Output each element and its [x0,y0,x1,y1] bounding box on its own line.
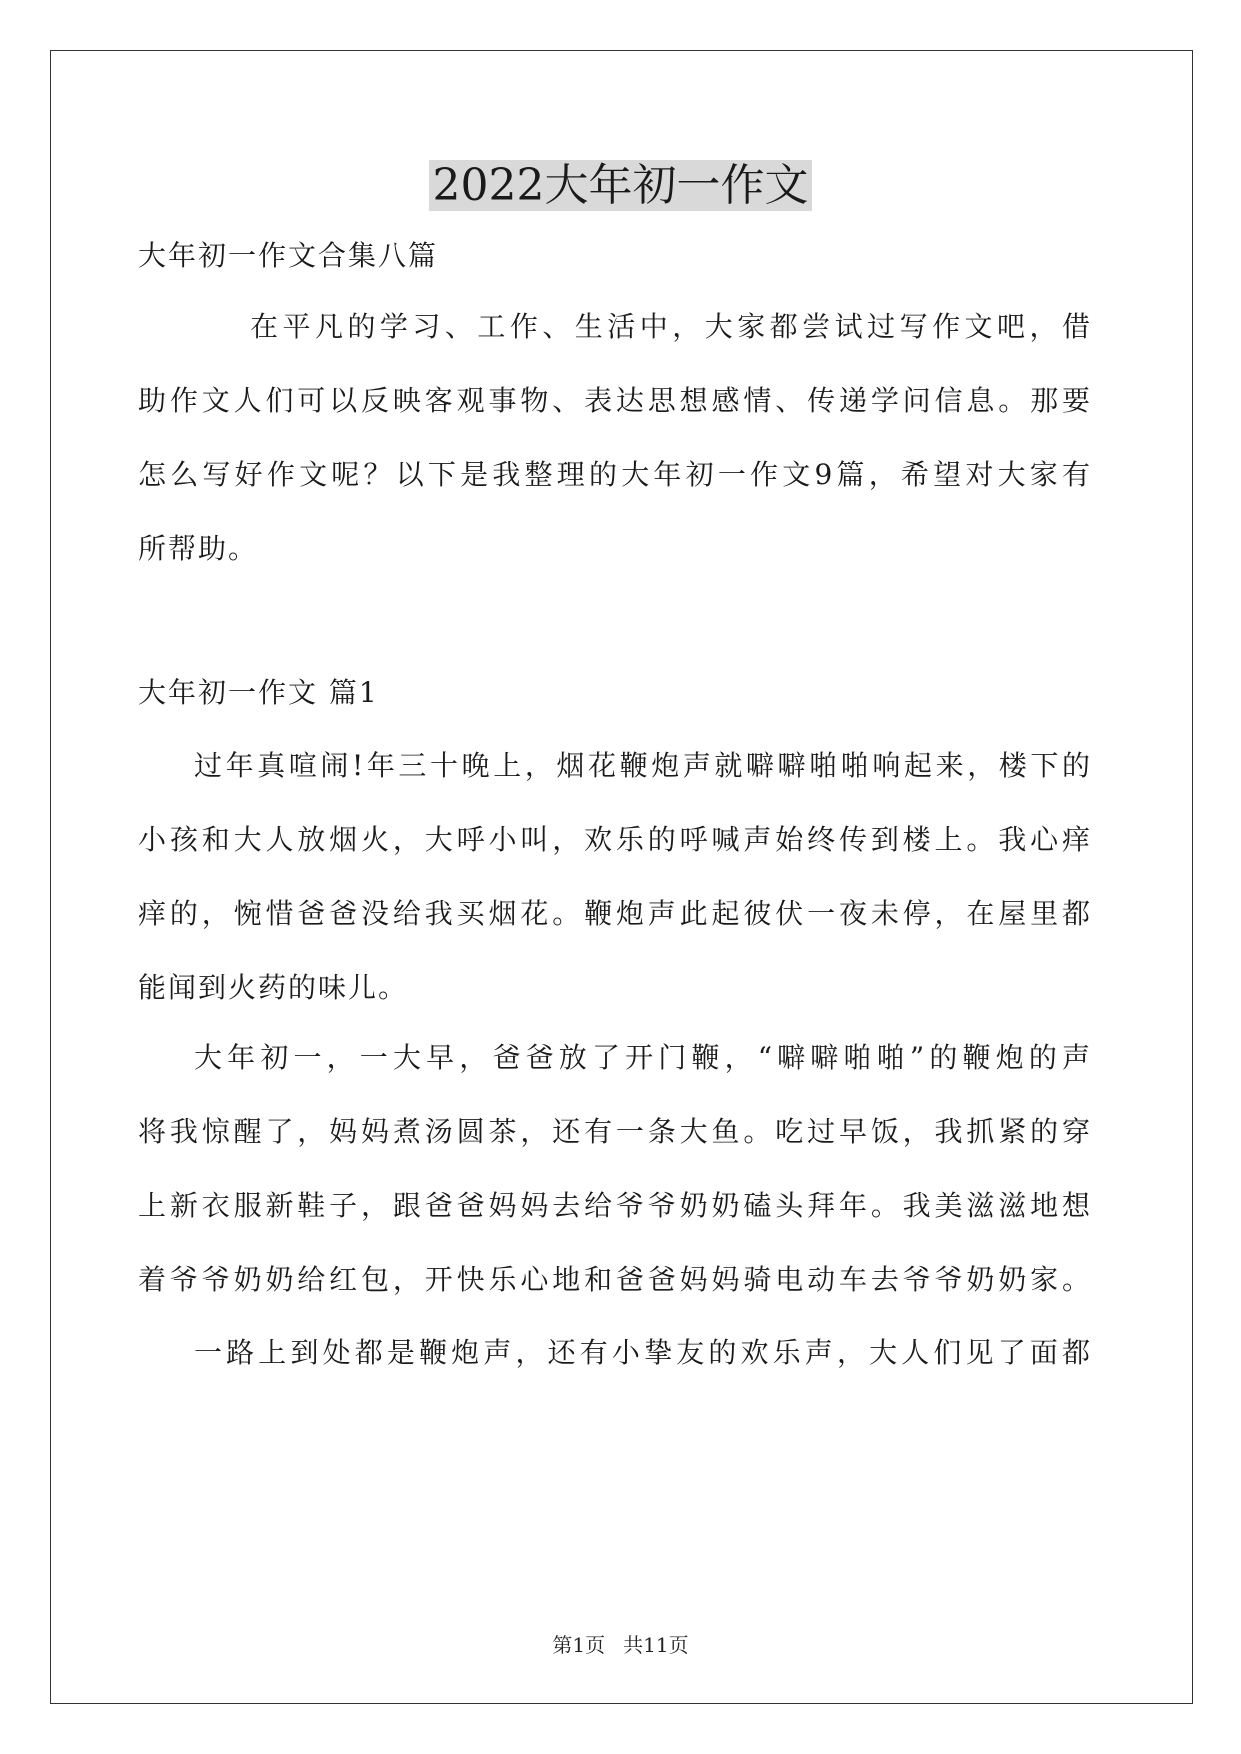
paragraph-line: 痒的，惋惜爸爸没给我买烟花。鞭炮声此起彼伏一夜未停，在屋里都 [138,897,1092,930]
document-title [0,158,1241,214]
document-subtitle: 大年初一作文合集八篇 [138,239,439,272]
paragraph-line: 将我惊醒了，妈妈煮汤圆茶，还有一条大鱼。吃过早饭，我抓紧的穿 [138,1115,1092,1148]
paragraph-line: 一路上到处都是鞭炮声，还有小挚友的欢乐声，大人们见了面都 [194,1336,1092,1369]
section-heading: 大年初一作文 篇1 [138,676,379,709]
paragraph-line: 上新衣服新鞋子，跟爸爸妈妈去给爷爷奶奶磕头拜年。我美滋滋地想 [138,1189,1092,1222]
intro-line: 所帮助。 [138,532,259,565]
document-title-text: 2022大年初一作文 [429,160,813,211]
page-number: 第1页 [552,1633,606,1657]
page-footer [0,1632,1241,1658]
page-border [50,50,1193,1704]
paragraph-line: 小孩和大人放烟火，大呼小叫，欢乐的呼喊声始终传到楼上。我心痒 [138,823,1092,856]
paragraph-line: 着爷爷奶奶给红包，开快乐心地和爸爸妈妈骑电动车去爷爷奶奶家。 [138,1263,1092,1296]
paragraph-line: 过年真喧闹!年三十晚上，烟花鞭炮声就噼噼啪啪响起来，楼下的 [194,749,1092,782]
paragraph-line: 能闻到火药的味儿。 [138,971,409,1004]
intro-line: 助作文人们可以反映客观事物、表达思想感情、传递学问信息。那要 [138,384,1092,417]
page-total: 共11页 [623,1633,689,1657]
intro-line: 在平凡的学习、工作、生活中，大家都尝试过写作文吧，借 [250,310,1092,343]
paragraph-line: 大年初一，一大早，爸爸放了开门鞭，“噼噼啪啪”的鞭炮的声 [194,1041,1092,1074]
intro-line: 怎么写好作文呢？以下是我整理的大年初一作文9篇，希望对大家有 [138,458,1092,491]
